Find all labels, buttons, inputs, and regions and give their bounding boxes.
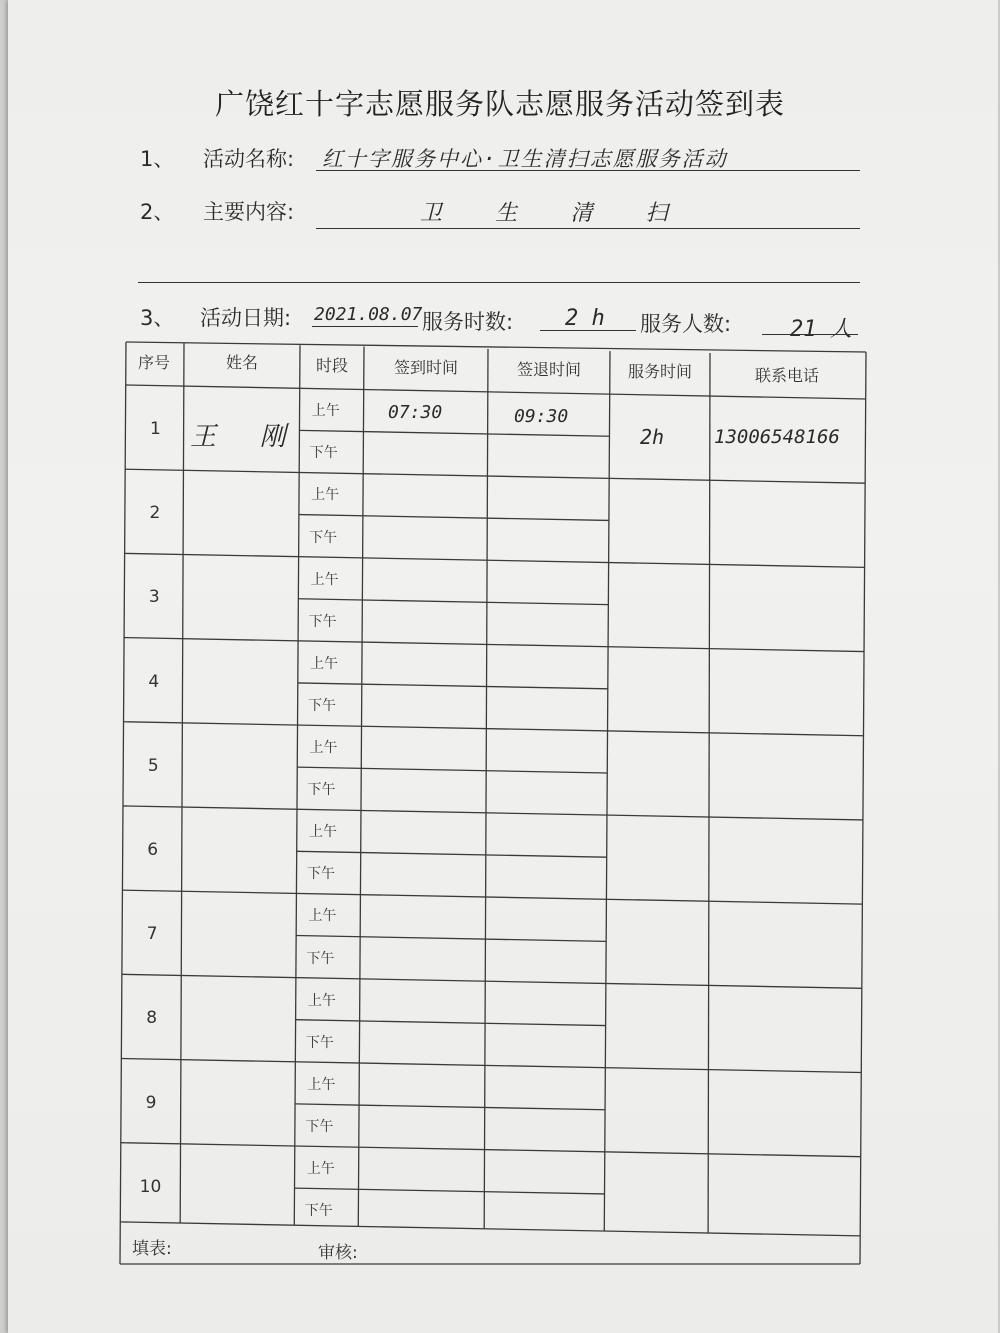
grid-line — [122, 890, 862, 904]
row-8-am-label: 上午 — [307, 992, 336, 1009]
sheet-title: 广饶红十字志愿服务队志愿服务活动签到表 — [214, 87, 785, 121]
row-7-am-label: 上午 — [308, 908, 337, 925]
row1-sign-in-am: 07:30 — [388, 402, 443, 423]
activity-date-value: 2021.08.07 — [314, 304, 423, 325]
service-people-label: 服务人数: — [640, 312, 732, 336]
row1-service-time: 2h — [640, 425, 665, 449]
grid-line — [124, 638, 864, 652]
row-seq-4: 4 — [148, 671, 160, 692]
main-content-value: 卫 生 清 扫 — [420, 201, 688, 226]
grid-line — [484, 349, 488, 1229]
row-seq-8: 8 — [146, 1008, 158, 1029]
row-4-am-label: 上午 — [310, 655, 339, 672]
row-8-pm-label: 下午 — [305, 1034, 334, 1051]
grid-line — [297, 767, 607, 773]
row1-sign-out-am: 09:30 — [514, 406, 569, 427]
grid-line — [180, 343, 184, 1223]
row-2-pm-label: 下午 — [309, 529, 338, 546]
item2-number: 2、 — [140, 200, 175, 224]
row-1-am-label: 上午 — [311, 403, 340, 420]
header-sign-out-time: 签退时间 — [516, 360, 581, 379]
grid-line — [120, 342, 126, 1264]
grid-line — [860, 352, 866, 1264]
grid-line — [299, 515, 609, 521]
row1-phone: 13006548166 — [714, 426, 840, 448]
row-5-pm-label: 下午 — [307, 782, 336, 799]
row-seq-9: 9 — [145, 1092, 157, 1113]
grid-line — [298, 599, 608, 605]
grid-line — [296, 936, 606, 942]
row-6-am-label: 上午 — [308, 824, 337, 841]
grid-line — [125, 469, 865, 483]
header-period: 时段 — [315, 356, 348, 375]
activity-date-label: 活动日期: — [200, 306, 292, 330]
grid-line — [122, 974, 862, 988]
row-seq-1: 1 — [150, 419, 161, 440]
service-people-value: 21 人 — [790, 317, 852, 342]
grid-line — [121, 1143, 861, 1157]
activity-name-label: 活动名称: — [203, 147, 295, 171]
grid-line — [295, 1188, 605, 1194]
service-hours-label: 服务时数: — [422, 310, 514, 334]
grid-line — [358, 347, 364, 1227]
grid-line — [295, 1104, 605, 1110]
row-7-pm-label: 下午 — [306, 950, 335, 967]
header-name: 姓名 — [225, 353, 258, 372]
row-seq-7: 7 — [146, 924, 158, 945]
row-3-pm-label: 下午 — [308, 613, 337, 630]
grid-line — [296, 1020, 606, 1026]
grid-line — [604, 351, 610, 1231]
row-2-am-label: 上午 — [311, 487, 340, 504]
footer-filler-label: 填表: — [132, 1239, 172, 1259]
row-1-pm-label: 下午 — [309, 445, 338, 462]
row-4-pm-label: 下午 — [308, 697, 337, 714]
main-content-label: 主要内容: — [203, 200, 295, 224]
grid-line — [294, 345, 300, 1225]
header-service-time: 服务时间 — [627, 362, 692, 381]
grid-line — [121, 1059, 861, 1073]
activity-name-value: 红十字服务中心·卫生清扫志愿服务活动 — [322, 147, 728, 171]
row-10-am-label: 上午 — [306, 1160, 335, 1177]
grid-line — [297, 851, 607, 857]
item1-number: 1、 — [140, 147, 175, 171]
row-seq-3: 3 — [148, 587, 160, 608]
row-10-pm-label: 下午 — [304, 1203, 333, 1220]
grid-line — [123, 806, 863, 820]
grid-line — [299, 430, 609, 436]
row-seq-2: 2 — [149, 503, 161, 524]
footer-reviewer-label: 审核: — [318, 1243, 358, 1263]
row-seq-6: 6 — [147, 840, 159, 861]
header-seq: 序号 — [137, 353, 170, 372]
header-sign-in-time: 签到时间 — [393, 358, 458, 377]
grid-line — [120, 1222, 860, 1236]
grid-line — [125, 553, 865, 567]
grid-line — [708, 353, 710, 1233]
item3-number: 3、 — [140, 306, 175, 330]
grid-line — [126, 385, 866, 399]
row-seq-10: 10 — [139, 1176, 162, 1197]
row1-name: 王 刚 — [190, 422, 300, 452]
row-9-am-label: 上午 — [307, 1076, 336, 1093]
header-phone: 联系电话 — [754, 366, 819, 385]
row-9-pm-label: 下午 — [305, 1118, 334, 1135]
grid-line — [298, 683, 608, 689]
grid-line — [124, 722, 864, 736]
service-hours-value: 2 h — [565, 306, 605, 331]
row-5-am-label: 上午 — [309, 740, 338, 757]
row-3-am-label: 上午 — [310, 571, 339, 588]
row-seq-5: 5 — [147, 755, 159, 776]
row-6-pm-label: 下午 — [306, 866, 335, 883]
